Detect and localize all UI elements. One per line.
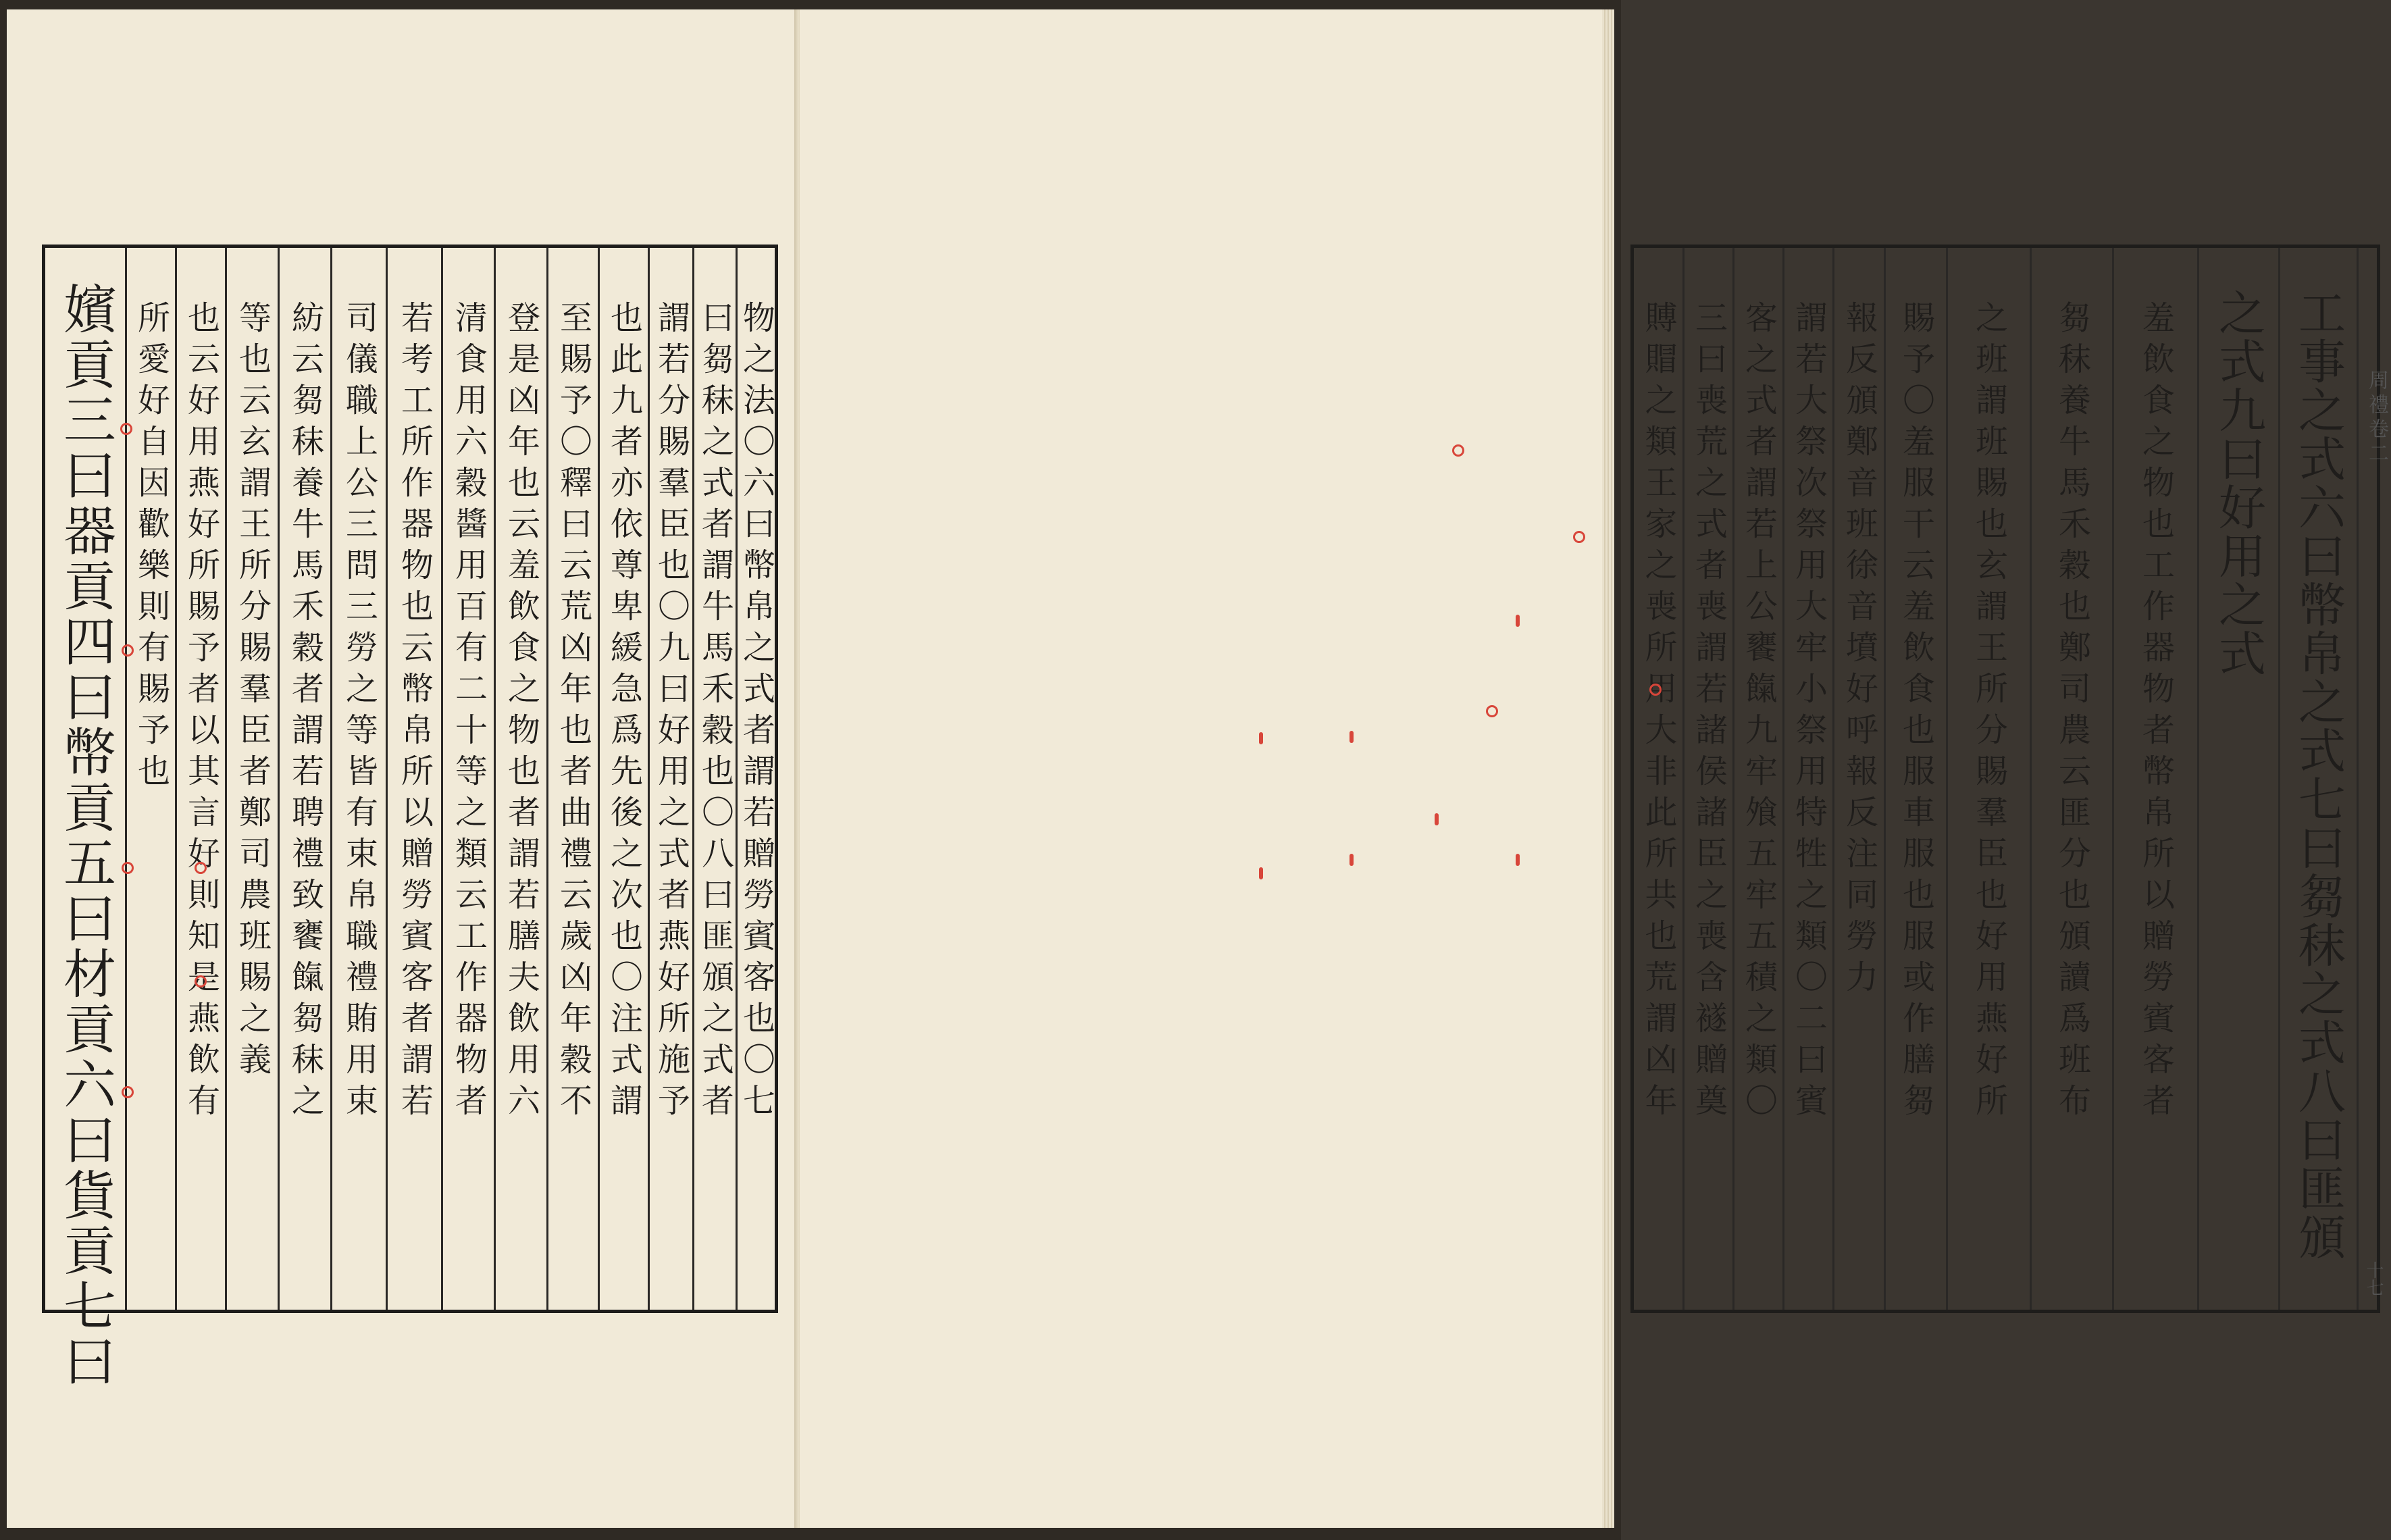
left-big-column-2 (45, 248, 125, 1389)
left-column-15 (125, 248, 175, 1310)
red-tick-mark (1349, 854, 1354, 866)
red-circle-mark (1486, 705, 1498, 717)
red-circle-mark (122, 644, 134, 657)
column-text: 紡云芻秣養牛馬禾穀者謂若聘禮致饔餼芻秣之 (286, 301, 324, 1125)
red-tick-mark (1516, 854, 1520, 866)
column-text: 賻賵之類王家之喪所用大非此所共也荒謂凶年 (1639, 301, 1677, 1125)
red-circle-mark (122, 1086, 134, 1098)
column-text: 物之法〇六曰幣帛之式者謂若贈勞賓客也〇七 (737, 301, 775, 1125)
red-tick-mark (1435, 813, 1439, 825)
right-big-column-1 (2278, 248, 2357, 1310)
left-column-3 (736, 248, 775, 1310)
column-text: 之式九曰好用之式 (2211, 288, 2267, 677)
left-column-10 (386, 248, 441, 1310)
left-column-12 (278, 248, 330, 1310)
left-column-8 (494, 248, 546, 1310)
red-circle-mark (122, 862, 134, 874)
red-tick-mark (1349, 731, 1354, 743)
page-stack-edge (1602, 9, 1614, 1528)
column-text: 清食用六穀醬用百有二十等之類云工作器物者 (449, 301, 488, 1125)
red-circle-mark (1452, 444, 1464, 457)
red-circle-mark (1573, 531, 1585, 543)
left-column-11 (330, 248, 386, 1310)
left-column-4 (692, 248, 736, 1310)
right-column-2 (2112, 248, 2197, 1310)
red-circle-mark (195, 862, 207, 874)
left-text-frame (42, 245, 778, 1389)
right-column-5 (1884, 248, 1946, 1310)
column-text: 也云好用燕好所賜予者以其言好則知是燕飲有 (182, 301, 220, 1125)
column-text: 嬪貢三曰器貢四曰幣貢五曰材貢六曰貨貢七曰 (55, 282, 115, 1389)
column-text: 等也云玄謂王所分賜羣臣者鄭司農班賜之義 (233, 301, 272, 1083)
red-circle-mark (120, 423, 132, 435)
column-text: 曰芻秣之式者謂牛馬禾穀也〇八曰匪頒之式者 (696, 301, 734, 1125)
column-text: 司儀職上公三問三勞之等皆有束帛職禮賄用束 (340, 301, 378, 1125)
column-text: 芻秣養牛馬禾穀也鄭司農云匪分也頒讀爲班布 (2053, 301, 2091, 1125)
column-text: 報反頒鄭音班徐音墳好呼報反注同勞力 (1840, 301, 1878, 1001)
right-text-frame (1630, 245, 2388, 1313)
red-tick-mark (1516, 615, 1520, 627)
right-column-3 (2030, 248, 2112, 1310)
column-text: 客之式者謂若上公饔餼九牢飧五牢五積之類〇 (1739, 301, 1778, 1125)
column-text: 登是凶年也云羞飲食之物也者謂若膳夫飲用六 (502, 301, 540, 1125)
right-column-7 (1782, 248, 1832, 1310)
left-column-6 (598, 248, 648, 1310)
right-column-6 (1832, 248, 1884, 1310)
column-text: 三曰喪荒之式者喪謂若諸侯諸臣之喪含襚贈奠 (1689, 301, 1728, 1125)
column-text: 若考工所作器物也云幣帛所以贈勞賓客者謂若 (395, 301, 434, 1125)
left-column-9 (441, 248, 494, 1310)
right-column-4 (1946, 248, 2030, 1310)
column-text: 羞飲食之物也工作器物者幣帛所以贈勞賓客者 (2136, 301, 2175, 1125)
banxin-page-number: 十七 (2363, 1261, 2384, 1296)
red-circle-mark (1649, 684, 1662, 696)
column-text: 至賜予〇釋曰云荒凶年也者曲禮云歲凶年穀不 (554, 301, 592, 1125)
left-column-14 (175, 248, 225, 1310)
banxin-title: 周禮卷二 (2365, 369, 2388, 467)
right-big-column-2 (2197, 248, 2278, 1310)
left-column-7 (546, 248, 598, 1310)
red-tick-mark (1259, 867, 1263, 879)
column-text: 謂若分賜羣臣也〇九曰好用之式者燕好所施予 (652, 301, 690, 1125)
right-column-10 (1634, 248, 1682, 1310)
red-circle-mark (195, 975, 207, 987)
right-column-8 (1732, 248, 1782, 1310)
column-text: 也此九者亦依尊卑緩急爲先後之次也〇注式謂 (605, 301, 643, 1125)
column-text: 工事之式六曰幣帛之式七曰芻秣之式八曰匪頒 (2290, 288, 2346, 1261)
right-banxin (2357, 248, 2388, 1310)
column-text: 所愛好自因歡樂則有賜予也 (132, 301, 170, 795)
left-page (7, 9, 798, 1528)
right-page (800, 9, 2388, 1528)
left-column-13 (225, 248, 278, 1310)
left-column-5 (648, 248, 692, 1310)
column-text: 賜予〇羞服干云羞飲食也服車服也服或作膳芻 (1897, 301, 1935, 1125)
right-column-9 (1682, 248, 1732, 1310)
red-tick-mark (1259, 732, 1263, 744)
column-text: 之班謂班賜也玄謂王所分賜羣臣也好用燕好所 (1970, 301, 2008, 1125)
column-text: 謂若大祭次祭用大牢小祭用特牲之類〇二曰賓 (1789, 301, 1828, 1125)
